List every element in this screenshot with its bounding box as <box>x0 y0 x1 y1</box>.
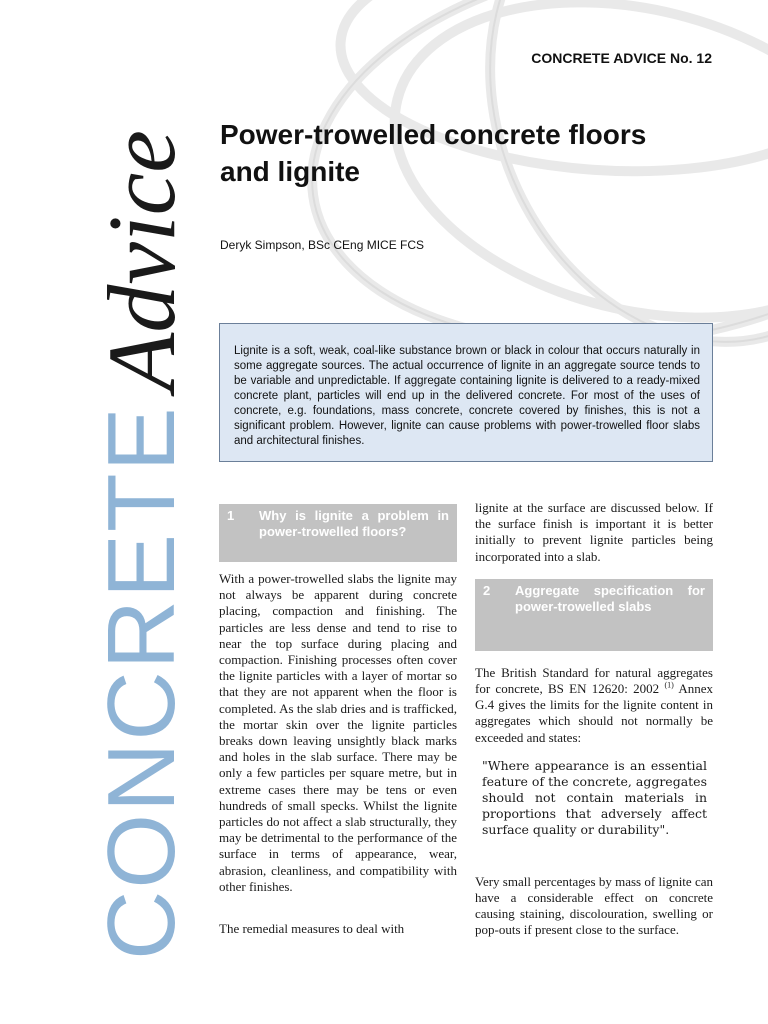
body-paragraph: The remedial measures to deal with <box>219 921 405 937</box>
section-title: Why is lignite a problem in power-trowelled floors? <box>259 508 449 539</box>
document-title: Power-trowelled concrete floors and lignite <box>220 119 647 187</box>
author-line: Deryk Simpson, BSc CEng MICE FCS <box>220 238 425 252</box>
body-paragraph: With a power-trowelled slabs the lignite may not always be apparent during concrete placing, compaction and finishing. The particles are less dense and tend to rise to near the top surface during placing and compaction. Finishing processes often cover the lignite particles with a layer of mortar so that they are not apparent when the floor is completed. As the slab dries and is trafficked, the mortar skin over the lignite particles breaks down leaving unsightly black marks and holes in the slab surface. There may be only a few particles per square metre, but in extreme cases there may be tens or even hundreds of small specks. Whilst the lignite particles do not affect a slab structurally, they may be detrimental to the performance of the surface in terms of appearance, wear, abrasion, cleanliness, and compatibility with other finishes. <box>219 571 457 894</box>
section-title: Aggregate specification for power-trowelled slabs <box>515 582 705 614</box>
body-paragraph: Very small percentages by mass of lignite can have a considerable effect on concrete causing staining, discolouration, swelling or pop-outs if present close to the surface. <box>475 873 713 938</box>
body-text: Annex G.4 gives the limits for the lignite content in aggregates which should not normally be exceeded and states: <box>475 681 713 745</box>
section-number: 1 <box>227 508 235 523</box>
right-column <box>475 500 713 939</box>
abstract-box: Lignite is a soft, weak, coal-like substance brown or black in colour that occurs naturally in some aggregate sources. The actual occurrence of lignite in an aggregate source tends to be variable and unpredictable. If aggregate containing lignite is delivered to a ready-mixed concrete plant, particles will end up in the delivered concrete. For most of the uses of concrete, e.g. foundations, mass concrete, concrete covered by finishes, this is not a significant problem. However, lignite can cause problems with power-trowelled floor slabs and architectural finishes. <box>219 323 713 462</box>
body-paragraph <box>475 665 713 746</box>
brand-wordmark <box>86 40 195 960</box>
left-column <box>219 504 457 937</box>
series-label: CONCRETE ADVICE No. 12 <box>531 50 712 66</box>
body-paragraph: lignite at the surface are discussed below. If the surface finish is important it is better initially to prevent lignite particles being incorporated into a slab. <box>475 500 713 564</box>
section-1-heading <box>219 504 457 562</box>
section-number: 2 <box>483 582 491 598</box>
reference-marker: (1) <box>664 680 674 690</box>
brand-word-advice: Advice <box>88 130 195 392</box>
brand-word-concrete: CONCRETE <box>88 405 195 960</box>
standard-quote: "Where appearance is an essential feature of the concrete, aggregates should not contain materials in proportions that adversely affect surface quality or durability". <box>482 757 707 837</box>
section-2-heading <box>475 579 713 651</box>
body-text: The British Standard for natural aggregates for concrete, BS EN 12620: 2002 <box>475 664 713 697</box>
